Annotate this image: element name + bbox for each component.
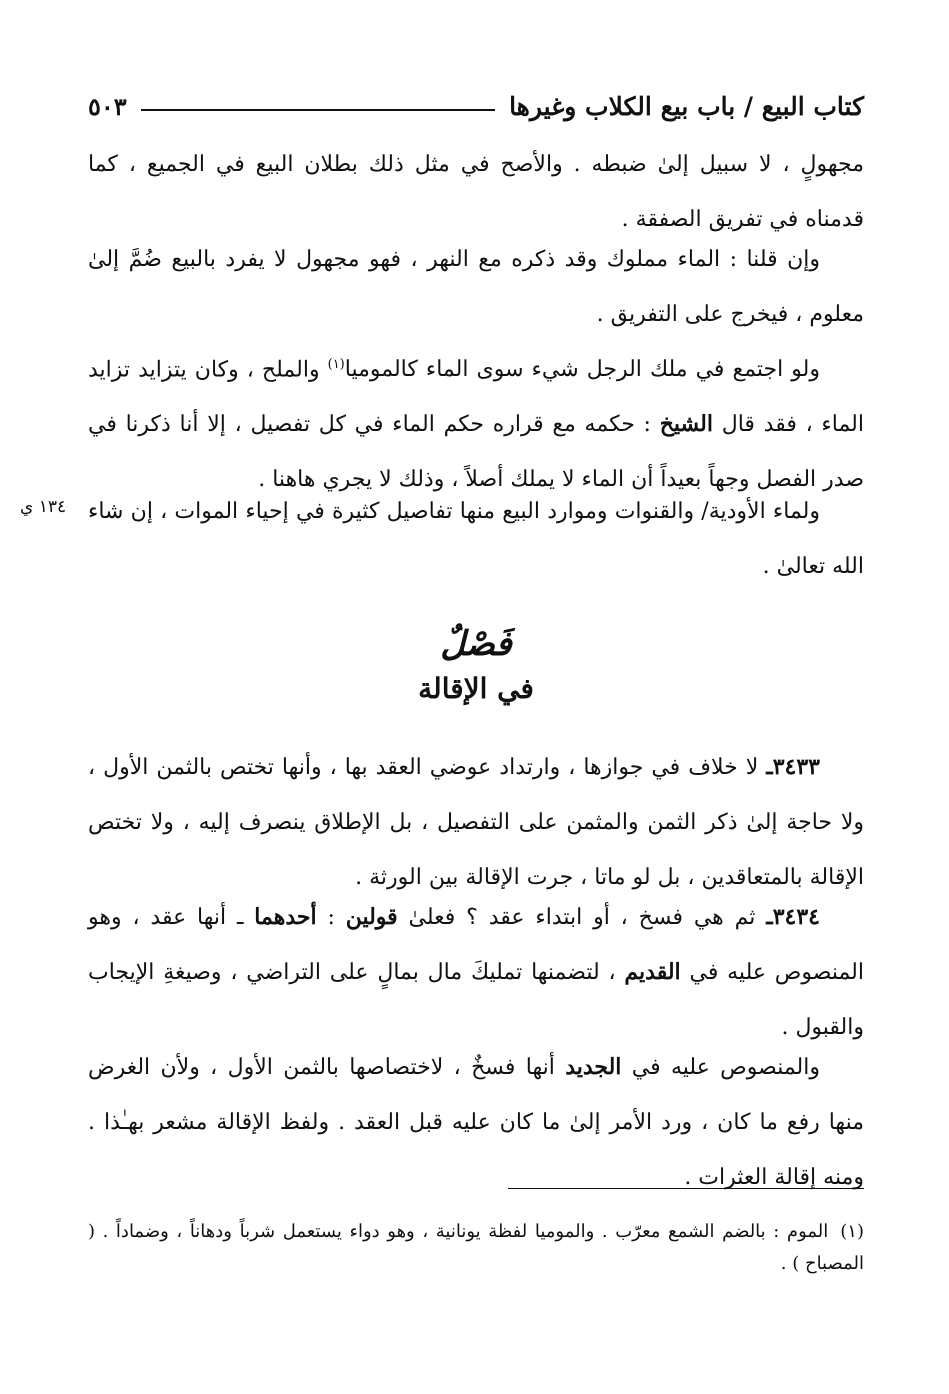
running-header bbox=[88, 86, 864, 126]
paragraph-7-bold: الجديد bbox=[565, 1054, 622, 1080]
paragraph-6-d: ، لتضمنها تمليكَ مال بمالٍ على التراضي ، وصيغةِ الإيجاب والقبول . bbox=[88, 960, 864, 1040]
paragraph-3-bold: الشيخ bbox=[659, 411, 713, 438]
paragraph-6-bold-3: القديم bbox=[624, 959, 681, 985]
section-ornament: فَصْلٌ bbox=[440, 624, 512, 664]
header-rule bbox=[141, 109, 495, 111]
section-heading bbox=[88, 620, 864, 710]
paragraph-3-end: : حكمه مع قراره حكم الماء في كل تفصيل ، إلا أنا ذكرنا في صدر الفصل وجهاً بعيداً أن الماء لا يملك أصلاً ، وذلك لا يجري هاهنا . bbox=[88, 412, 864, 493]
footnote-divider bbox=[508, 1188, 864, 1189]
footnote-text: الموم : بالضم الشمع معرّب . والموميا لفظة يونانية ، وهو دواء يستعمل شرباً ودهاناً ، وضماداً . ( المصباح ) . bbox=[88, 1221, 864, 1274]
footnote-marker: (١) bbox=[840, 1221, 864, 1242]
paragraph-5-number: ٣٤٣٣ـ bbox=[766, 754, 820, 780]
paragraph-6-bold-1: قولين bbox=[345, 904, 398, 930]
page-number: ٥٠٣ bbox=[88, 91, 127, 121]
paragraph-6-c: ـ أنها عقد ، وهو المنصوص عليه في bbox=[88, 905, 864, 985]
paragraph-6 bbox=[88, 890, 864, 1055]
paragraph-7 bbox=[88, 1040, 864, 1205]
paragraph-3-mid: والملح ، وكان يتزايد تزايد الماء ، فقد قال bbox=[88, 357, 864, 438]
paragraph-5 bbox=[88, 740, 864, 905]
paragraph-6-bold-2: أحدهما bbox=[254, 904, 317, 930]
paragraph-7-a: والمنصوص عليه في bbox=[621, 1055, 820, 1080]
paragraph-6-b: : bbox=[316, 905, 346, 930]
paragraph-3-start: ولو اجتمع في ملك الرجل شيء سوى الماء كالموميا bbox=[344, 357, 820, 383]
header-title: كتاب البيع / باب بيع الكلاب وغيرها bbox=[509, 91, 864, 121]
margin-note: ١٣٤ ي bbox=[20, 497, 67, 517]
paragraph-2 bbox=[88, 232, 864, 342]
footnote bbox=[88, 1216, 864, 1280]
footnote-ref: (١) bbox=[327, 357, 345, 372]
paragraph-5-text: لا خلاف في جوازها ، وارتداد عوضي العقد بها ، وأنها تختص بالثمن الأول ، ولا حاجة إلىٰ ذكر الثمن والمثمن على التفصيل ، بل الإطلاق ينصرف إليه ، ولا تختص الإقالة بالمتعاقدين ، بل لو ماتا ، جرت الإقالة بين الورثة . bbox=[88, 755, 864, 890]
paragraph-3 bbox=[88, 337, 864, 507]
paragraph-1: مجهولٍ ، لا سبيل إلىٰ ضبطه . والأصح في مثل ذلك بطلان البيع في الجميع ، كما قدمناه في تفريق الصفقة . bbox=[88, 152, 864, 232]
paragraph-6-number: ٣٤٣٤ـ bbox=[766, 904, 820, 930]
section-title: في الإقالة bbox=[418, 672, 534, 705]
paragraph-4 bbox=[88, 484, 864, 594]
paragraph-6-a: ثم هي فسخ ، أو ابتداء عقد ؟ فعلىٰ bbox=[397, 905, 767, 930]
paragraph-7-b: أنها فسخٌ ، لاختصاصها بالثمن الأول ، ولأن الغرض منها رفع ما كان ، ورد الأمر إلىٰ ما كان عليه قبل العقد . ولفظ الإقالة مشعر بهـٰذا . ومنه إقالة العثرات . bbox=[88, 1055, 864, 1190]
paragraph-2-text: وإن قلنا : الماء مملوك وقد ذكره مع النهر ، فهو مجهول لا يفرد بالبيع ضُمَّ إلىٰ معلوم ، فيخرج على التفريق . bbox=[88, 247, 864, 327]
paragraph-4-text: ولماء الأودية/ والقنوات وموارد البيع منها تفاصيل كثيرة في إحياء الموات ، إن شاء الله تعالىٰ . bbox=[88, 499, 864, 579]
